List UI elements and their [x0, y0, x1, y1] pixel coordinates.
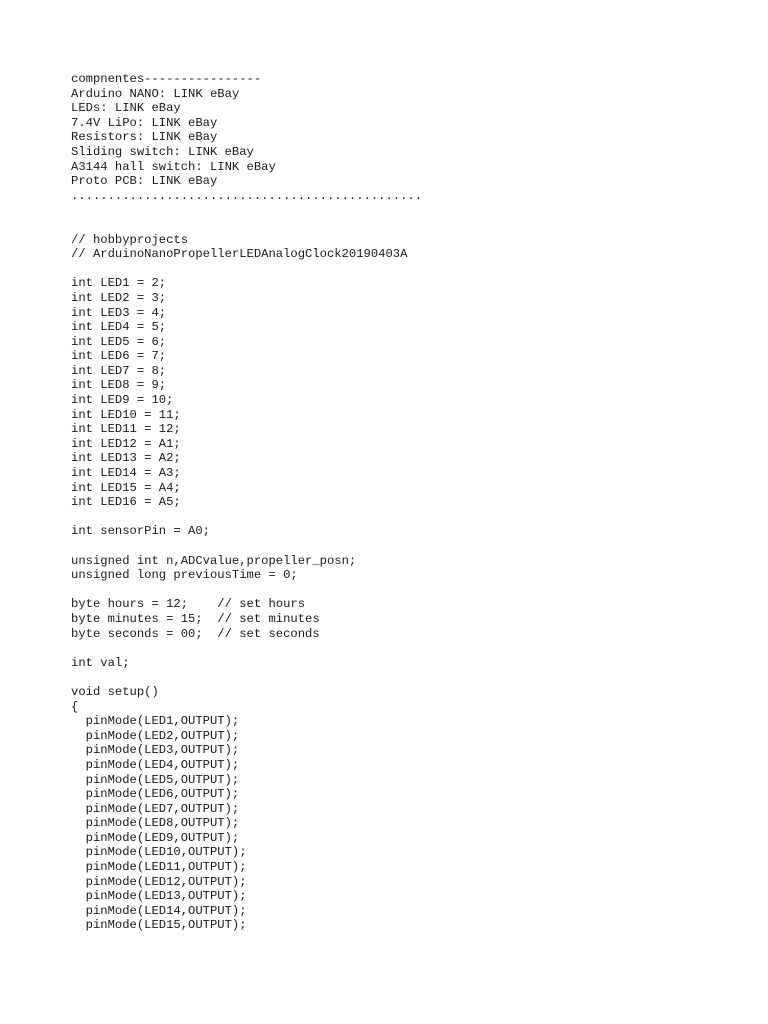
- code-line: [71, 583, 422, 598]
- code-line: byte seconds = 00; // set seconds: [71, 626, 320, 641]
- code-line: unsigned long previousTime = 0;: [71, 568, 298, 583]
- code-line: pinMode(LED3,OUTPUT);: [71, 743, 240, 758]
- code-line: A3144 hall switch: LINK eBay: [71, 159, 276, 174]
- code-line: Arduino NANO: LINK eBay: [71, 86, 240, 101]
- code-line: pinMode(LED12,OUTPUT);: [71, 874, 247, 889]
- code-line: pinMode(LED1,OUTPUT);: [71, 714, 240, 729]
- code-line: Resistors: LINK eBay: [71, 130, 218, 145]
- code-line: int LED7 = 8;: [71, 363, 167, 378]
- code-line: int LED12 = A1;: [71, 436, 181, 451]
- code-line: // hobbyprojects: [71, 232, 189, 247]
- code-line: pinMode(LED2,OUTPUT);: [71, 728, 240, 743]
- code-line: byte minutes = 15; // set minutes: [71, 611, 320, 626]
- code-line: pinMode(LED8,OUTPUT);: [71, 816, 240, 831]
- code-line: int LED1 = 2;: [71, 276, 167, 291]
- code-line: int LED9 = 10;: [71, 393, 174, 408]
- code-line: [71, 641, 422, 656]
- code-line: LEDs: LINK eBay: [71, 101, 181, 116]
- code-line: int LED10 = 11;: [71, 407, 181, 422]
- code-line: pinMode(LED4,OUTPUT);: [71, 757, 240, 772]
- code-line: pinMode(LED13,OUTPUT);: [71, 889, 247, 904]
- code-line: int LED11 = 12;: [71, 422, 181, 437]
- code-line: // ArduinoNanoPropellerLEDAnalogClock20190403A: [71, 247, 408, 262]
- code-line: int LED5 = 6;: [71, 334, 167, 349]
- code-line: int LED6 = 7;: [71, 349, 167, 364]
- code-line: unsigned int n,ADCvalue,propeller_posn;: [71, 553, 357, 568]
- code-line: pinMode(LED7,OUTPUT);: [71, 801, 240, 816]
- code-line: byte hours = 12; // set hours: [71, 597, 306, 612]
- code-line: int LED2 = 3;: [71, 290, 167, 305]
- code-line: [71, 203, 422, 218]
- code-line: pinMode(LED9,OUTPUT);: [71, 830, 240, 845]
- code-line: int sensorPin = A0;: [71, 524, 210, 539]
- code-line: 7.4V LiPo: LINK eBay: [71, 115, 218, 130]
- code-line: int LED13 = A2;: [71, 451, 181, 466]
- code-line: pinMode(LED6,OUTPUT);: [71, 787, 240, 802]
- code-line: [71, 262, 422, 277]
- code-line: int LED3 = 4;: [71, 305, 167, 320]
- code-line: Sliding switch: LINK eBay: [71, 144, 254, 159]
- code-line: [71, 670, 422, 685]
- code-line: [71, 218, 422, 233]
- code-line: [71, 510, 422, 525]
- code-line: int LED14 = A3;: [71, 466, 181, 481]
- code-line: int LED4 = 5;: [71, 320, 167, 335]
- code-line: pinMode(LED14,OUTPUT);: [71, 903, 247, 918]
- code-line: compnentes----------------: [71, 72, 262, 86]
- code-line: int LED8 = 9;: [71, 378, 167, 393]
- code-line: int val;: [71, 655, 130, 670]
- code-line: pinMode(LED15,OUTPUT);: [71, 918, 247, 933]
- code-line: int LED15 = A4;: [71, 480, 181, 495]
- code-line: void setup(): [71, 684, 159, 699]
- code-line: int LED16 = A5;: [71, 495, 181, 510]
- code-line: Proto PCB: LINK eBay: [71, 174, 218, 189]
- code-line: [71, 539, 422, 554]
- code-line: pinMode(LED5,OUTPUT);: [71, 772, 240, 787]
- code-line: ................................................: [71, 188, 423, 203]
- code-line: pinMode(LED10,OUTPUT);: [71, 845, 247, 860]
- code-line: pinMode(LED11,OUTPUT);: [71, 860, 247, 875]
- code-line: {: [71, 699, 79, 714]
- code-listing: [71, 72, 422, 933]
